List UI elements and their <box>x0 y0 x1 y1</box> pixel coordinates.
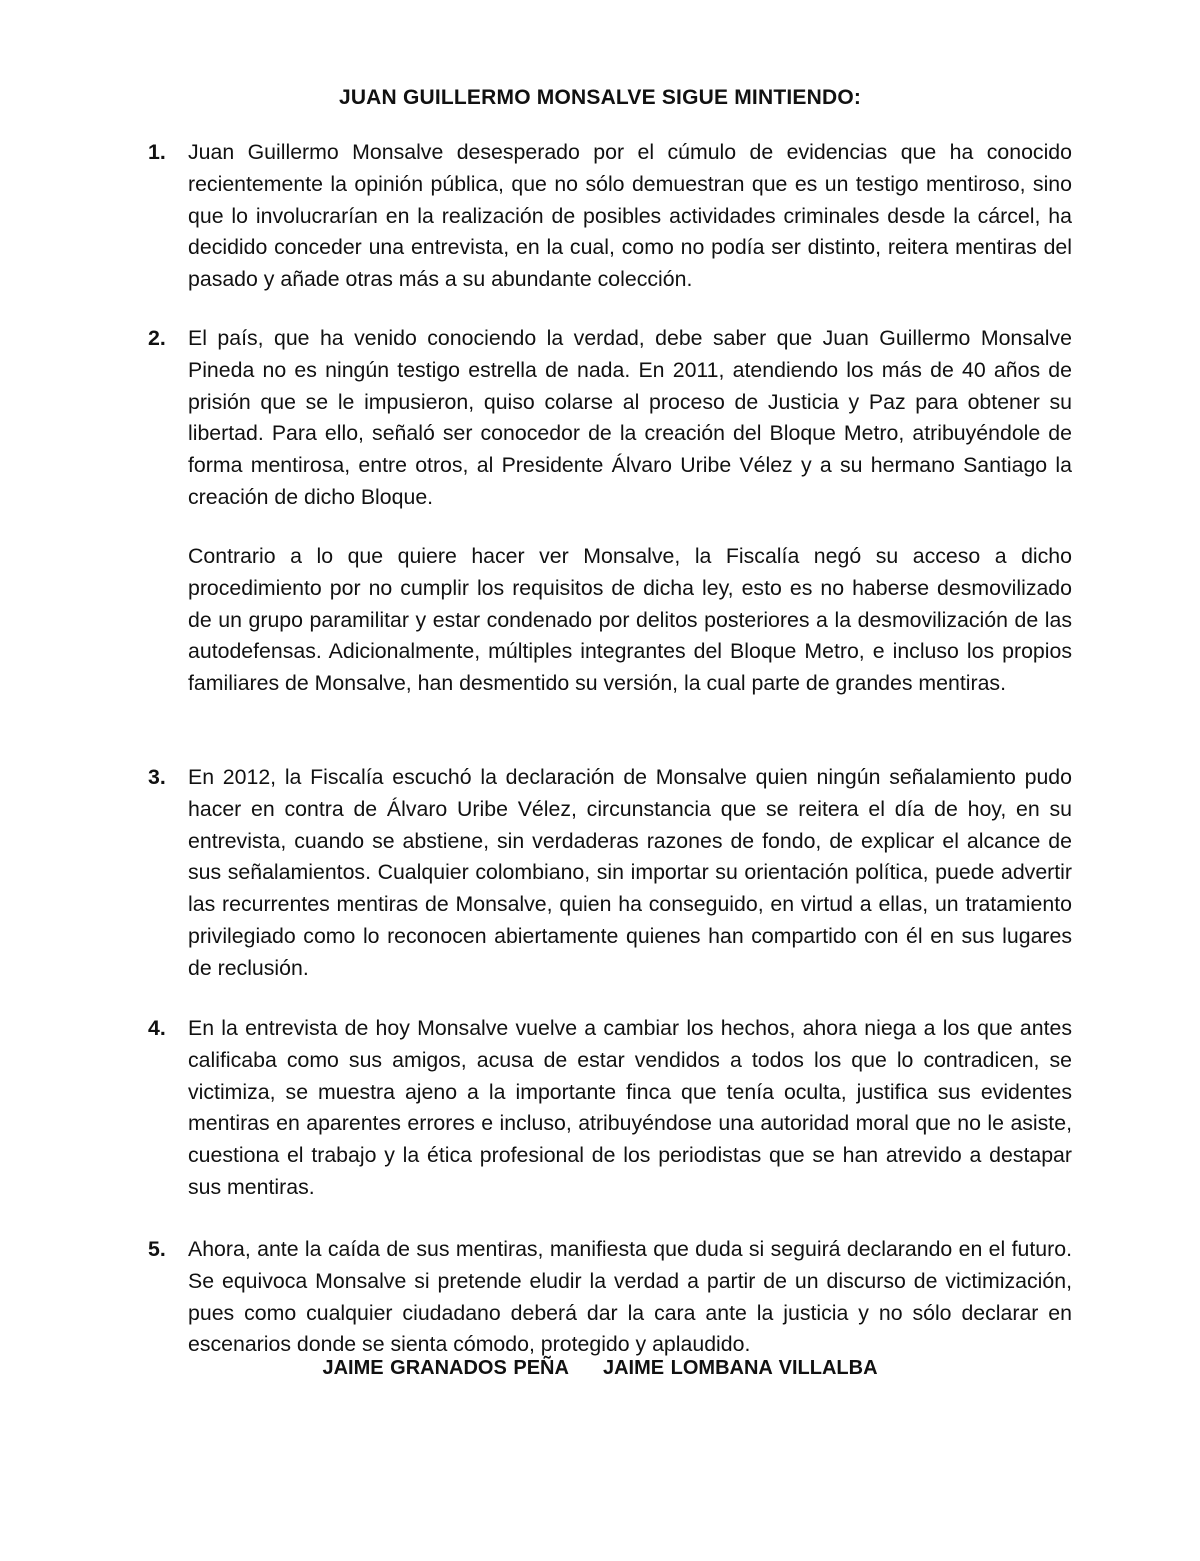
item-1-number: 1. <box>148 140 166 164</box>
signatures <box>0 1357 1200 1380</box>
signature-lombana: JAIME LOMBANA VILLALBA <box>602 1357 878 1379</box>
item-4-text: En la entrevista de hoy Monsalve vuelve a cambiar los hechos, ahora niega a los que antes calificaba como sus amigos, acusa de estar vendidos a todos los que lo contradicen, se victimiza, se muestra ajeno a la importante finca que tenía oculta, justifica sus evidentes mentiras en aparentes errores e incluso, atribuyéndose una autoridad moral que no le asiste, cuestiona el trabajo y la ética profesional de los periodistas que se han atrevido a destapar sus mentiras. <box>188 1016 1072 1199</box>
item-2-continuation: Contrario a lo que quiere hacer ver Monsalve, la Fiscalía negó su acceso a dicho procedimiento por no cumplir los requisitos de dicha ley, esto es no haberse desmovilizado de un grupo paramilitar y estar condenado por delitos posteriores a la desmovilización de las autodefensas. Adicionalmente, múltiples integrantes del Bloque Metro, e incluso los propios familiares de Monsalve, han desmentido su versión, la cual parte de grandes mentiras. <box>188 544 1072 696</box>
item-5-number: 5. <box>148 1237 166 1261</box>
signature-granados: JAIME GRANADOS PEÑA <box>322 1357 569 1379</box>
item-2-text: El país, que ha venido conociendo la verdad, debe saber que Juan Guillermo Monsalve Pineda no es ningún testigo estrella de nada. En 2011, atendiendo los más de 40 años de prisión que se le impusieron, quiso colarse al proceso de Justicia y Paz para obtener su libertad. Para ello, señaló ser conocedor de la creación del Bloque Metro, atribuyéndole de forma mentirosa, entre otros, al Presidente Álvaro Uribe Vélez y a su hermano Santiago la creación de dicho Bloque. <box>188 326 1072 509</box>
item-3-number: 3. <box>148 765 166 789</box>
item-4-number: 4. <box>148 1016 166 1040</box>
item-1-text: Juan Guillermo Monsalve desesperado por el cúmulo de evidencias que ha conocido recientemente la opinión pública, que no sólo demuestran que es un testigo mentiroso, sino que lo involucrarían en la realización de posibles actividades criminales desde la cárcel, ha decidido conceder una entrevista, en la cual, como no podía ser distinto, reitera mentiras del pasado y añade otras más a su abundante colección. <box>188 140 1072 292</box>
item-3-text: En 2012, la Fiscalía escuchó la declaración de Monsalve quien ningún señalamiento pudo hacer en contra de Álvaro Uribe Vélez, circunstancia que se reitera el día de hoy, en su entrevista, cuando se abstiene, sin verdaderas razones de fondo, de explicar el alcance de sus señalamientos. Cualquier colombiano, sin importar su orientación política, puede advertir las recurrentes mentiras de Monsalve, quien ha conseguido, en virtud a ellas, un tratamiento privilegiado como lo reconocen abiertamente quienes han compartido con él en sus lugares de reclusión. <box>188 765 1072 980</box>
item-5-text: Ahora, ante la caída de sus mentiras, manifiesta que duda si seguirá declarando en el futuro. Se equivoca Monsalve si pretende eludir la verdad a partir de un discurso de victimización, pues como cualquier ciudadano deberá dar la cara ante la justicia y no sólo declarar en escenarios donde se sienta cómodo, protegido y aplaudido. <box>188 1237 1072 1357</box>
document-title: JUAN GUILLERMO MONSALVE SIGUE MINTIENDO: <box>338 86 862 109</box>
item-2-number: 2. <box>148 326 166 350</box>
